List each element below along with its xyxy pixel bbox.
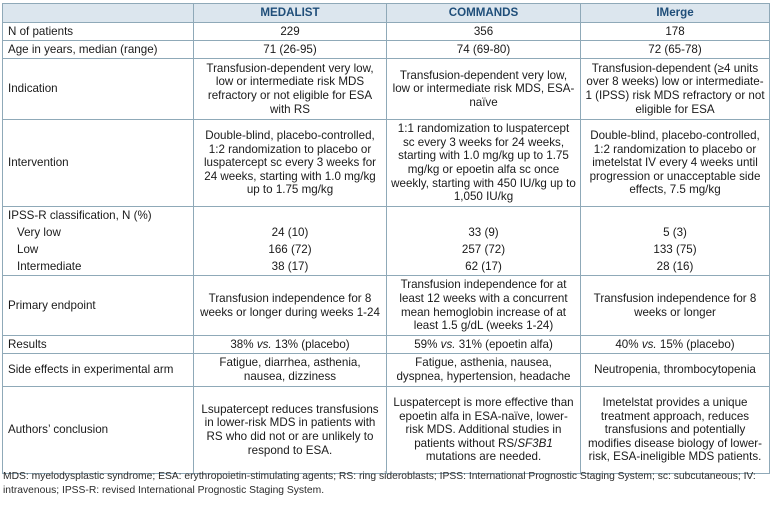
cell-commands [387,336,581,354]
cell-medalist: Lsupatercept reduces transfusions in lower-risk MDS in patients with RS who did not or are unlikely to respond to ESA. [194,387,387,474]
row-results [3,336,770,354]
cell-medalist [194,336,387,354]
header-row [3,4,770,23]
cell-imerge: 28 (16) [581,258,770,276]
row-patients [3,23,770,41]
header-empty [3,4,194,23]
row-label: N of patients [3,23,194,41]
row-label: IPSS-R classification, N (%) [3,207,194,225]
cell-commands: 33 (9) [387,224,581,241]
conclusion-text-end: mutations are needed. [425,450,542,464]
cell-commands: 62 (17) [387,258,581,276]
row-endpoint [3,276,770,336]
row-label: Very low [3,224,194,241]
cell-imerge: Transfusion independence for 8 weeks or longer [581,276,770,336]
result-control: 13% (placebo) [274,337,350,351]
cell-imerge: Imetelstat provides a unique treatment approach, reduces transfusions and potentially modifies disease biology of lower-risk, ESA-ineligible MDS patients. [581,387,770,474]
cell-medalist: Double-blind, placebo-controlled, 1:2 randomization to placebo or luspatercept sc every 3 weeks for 24 weeks, starting with 1.0 mg/kg up to 1.75 mg/kg [194,120,387,207]
trials-comparison-table [2,3,770,474]
cell-imerge: 5 (3) [581,224,770,241]
cell-medalist: 38 (17) [194,258,387,276]
vs-text: vs. [440,337,456,351]
row-label: Intervention [3,120,194,207]
cell-commands: 257 (72) [387,241,581,258]
vs-text: vs. [641,337,657,351]
cell-commands: Transfusion independence for at least 12 weeks with a concurrent mean hemoglobin increase of at least 1.5 g/dL (weeks 1-24) [387,276,581,336]
row-verylow [3,224,770,241]
conclusion-text: Luspatercept is more effective than epoetin alfa in ESA-naïve, lower-risk MDS. Additional studies in patients without RS/ [393,396,574,450]
result-experimental: 38% [230,337,254,351]
cell-medalist: 166 (72) [194,241,387,258]
header-imerge: IMerge [581,4,770,23]
cell-commands: 356 [387,23,581,41]
row-conclusion [3,387,770,474]
cell-imerge: 72 (65-78) [581,41,770,59]
header-commands: COMMANDS [387,4,581,23]
row-label: Indication [3,59,194,120]
cell-medalist: Transfusion-dependent very low, low or intermediate risk MDS refractory or not eligible for ESA with RS [194,59,387,120]
result-experimental: 40% [615,337,639,351]
cell-commands: 74 (69-80) [387,41,581,59]
cell-imerge: 178 [581,23,770,41]
cell-medalist: Transfusion independence for 8 weeks or longer during weeks 1-24 [194,276,387,336]
cell-commands: 1:1 randomization to luspatercept sc every 3 weeks for 24 weeks, starting with 1.0 mg/kg up to 1.75 mg/kg or epoetin alfa sc once weekly, starting with 450 IU/kg up to 1,050 IU/kg [387,120,581,207]
cell-medalist: 24 (10) [194,224,387,241]
table-footnote: MDS: myelodysplastic syndrome; ESA: erythropoietin-stimulating agents; RS: ring sideroblasts; IPSS: International Prognostic Staging System; sc: subcutaneous; IV: intravenous; IPSS-R: revised International Prognostic Staging System. [3,471,756,496]
vs-text: vs. [256,337,272,351]
row-ipss [3,207,770,225]
comparison-table-container [2,3,769,474]
result-control: 15% (placebo) [659,337,735,351]
row-label: Age in years, median (range) [3,41,194,59]
cell-medalist [194,207,387,225]
cell-commands [387,387,581,474]
row-sideeffects [3,354,770,387]
cell-medalist: 71 (26-95) [194,41,387,59]
cell-commands: Transfusion-dependent very low, low or intermediate risk MDS, ESA-naïve [387,59,581,120]
row-intermediate [3,258,770,276]
row-age [3,41,770,59]
cell-imerge: Double-blind, placebo-controlled, 1:2 randomization to placebo or imetelstat IV every 4 weeks until progression or unacceptable side effects, 7.5 mg/kg [581,120,770,207]
cell-commands [387,207,581,225]
cell-medalist: Fatigue, diarrhea, asthenia, nausea, dizziness [194,354,387,387]
cell-commands: Fatigue, asthenia, nausea, dyspnea, hypertension, headache [387,354,581,387]
header-medalist: MEDALIST [194,4,387,23]
cell-imerge: Transfusion-dependent (≥4 units over 8 weeks) low or intermediate-1 (IPSS) risk MDS refractory or not eligible for ESA [581,59,770,120]
result-experimental: 59% [414,337,438,351]
cell-imerge [581,207,770,225]
cell-imerge: Neutropenia, thrombocytopenia [581,354,770,387]
row-label: Side effects in experimental arm [3,354,194,387]
row-label: Results [3,336,194,354]
cell-medalist: 229 [194,23,387,41]
cell-imerge: 133 (75) [581,241,770,258]
row-label: Intermediate [3,258,194,276]
row-intervention [3,120,770,207]
row-label: Authors’ conclusion [3,387,194,474]
result-control: 31% (epoetin alfa) [458,337,553,351]
gene-name: SF3B1 [517,436,553,450]
cell-imerge [581,336,770,354]
row-label: Primary endpoint [3,276,194,336]
row-low [3,241,770,258]
row-indication [3,59,770,120]
row-label: Low [3,241,194,258]
